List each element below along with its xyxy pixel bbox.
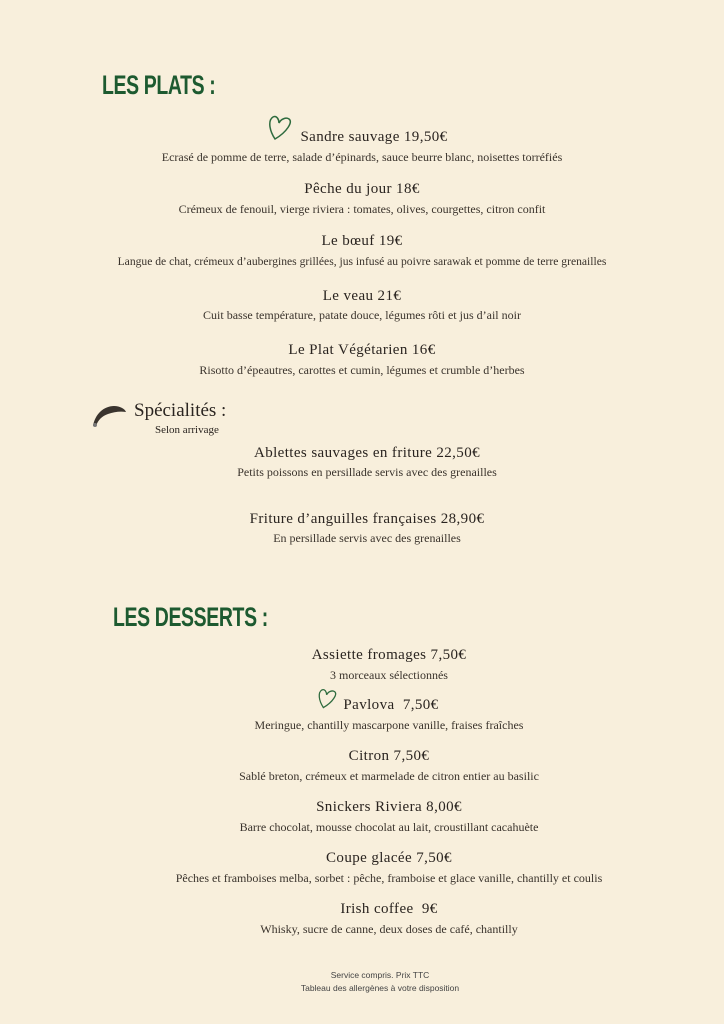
item-title: Ablettes sauvages en friture 22,50€	[253, 445, 481, 461]
item-title: Coupe glacée 7,50€	[326, 850, 452, 866]
item-title: Friture d’anguilles françaises 28,90€	[249, 511, 485, 527]
footer-allergens: Tableau des allergènes à votre disposition	[300, 983, 460, 993]
item-description: Cuit basse température, patate douce, légumes rôti et jus d’ail noir	[203, 308, 521, 322]
plats-heading: LES PLATS :	[102, 70, 216, 100]
item-title: Le bœuf 19€	[321, 233, 403, 249]
item-description: Petits poissons en persillade servis avec des grenailles	[237, 465, 497, 479]
item-description: Ecrasé de pomme de terre, salade d’épinards, sauce beurre blanc, noisettes torréfiés	[161, 150, 563, 164]
item-description: 3 morceaux sélectionnés	[330, 668, 448, 682]
item-description: Whisky, sucre de canne, deux doses de café, chantilly	[260, 922, 518, 936]
specialites-subheading: Selon arrivage	[155, 424, 219, 436]
item-title: Le Plat Végétarien 16€	[288, 342, 436, 358]
item-title: Citron 7,50€	[348, 748, 430, 764]
item-description: Risotto d’épeautres, carottes et cumin, légumes et crumble d’herbes	[199, 363, 525, 377]
desserts-heading: LES DESSERTS :	[113, 602, 268, 632]
item-title: Pêche du jour 18€	[304, 181, 420, 197]
item-title: Le veau 21€	[322, 288, 402, 304]
heart-icon	[267, 112, 297, 142]
item-description: Meringue, chantilly mascarpone vanille, fraises fraîches	[254, 718, 524, 732]
heart-icon	[317, 686, 341, 710]
item-title: Pavlova 7,50€	[343, 697, 439, 713]
item-title: Assiette fromages 7,50€	[311, 647, 467, 663]
item-description: Langue de chat, crémeux d’aubergines grillées, jus infusé au poivre sarawak et pomme de terre grenailles	[117, 255, 607, 268]
item-title: Irish coffee 9€	[340, 901, 438, 917]
item-description: Pêches et framboises melba, sorbet : pêche, framboise et glace vanille, chantilly et coulis	[175, 871, 603, 885]
item-title: Snickers Riviera 8,00€	[316, 799, 462, 815]
item-description: Sablé breton, crémeux et marmelade de citron entier au basilic	[239, 769, 539, 783]
footer-service: Service compris. Prix TTC	[330, 970, 430, 980]
item-description: Barre chocolat, mousse chocolat au lait, croustillant cacahuète	[239, 820, 539, 834]
specialites-heading: Spécialités :	[134, 400, 227, 421]
item-description: En persillade servis avec des grenailles	[273, 531, 461, 545]
fish-icon	[90, 402, 128, 428]
item-title: Sandre sauvage 19,50€	[300, 129, 448, 145]
item-description: Crémeux de fenouil, vierge riviera : tomates, olives, courgettes, citron confit	[178, 202, 546, 216]
